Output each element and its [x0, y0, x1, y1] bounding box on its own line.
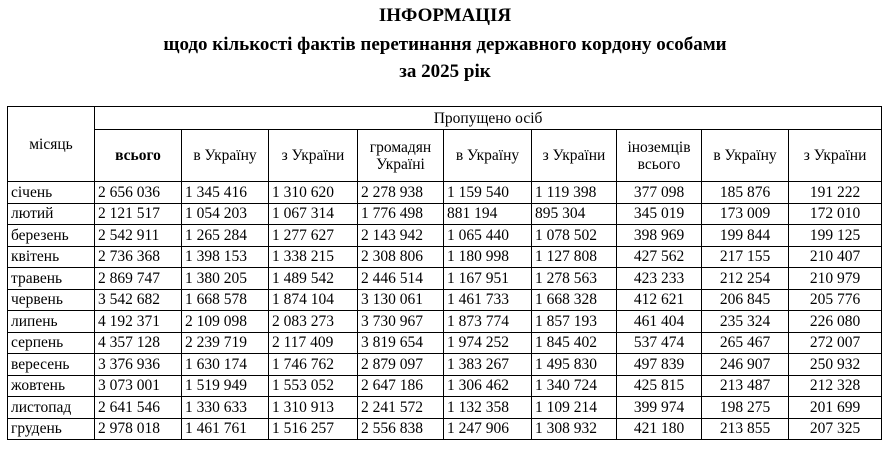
col-header-citizens-entry: в Україну: [444, 130, 532, 182]
citizens-cell: 2 556 838: [358, 418, 444, 440]
total-exit-cell: 1 310 620: [269, 182, 358, 204]
citizens-entry-cell: 1 180 998: [444, 246, 532, 268]
total-entry-cell: 1 265 284: [182, 225, 269, 247]
total-entry-cell: 1 461 761: [182, 418, 269, 440]
document-period: за 2025 рік: [399, 61, 491, 82]
table-row: [8, 182, 882, 204]
foreigners-entry-cell: 265 467: [702, 332, 789, 354]
foreigners-exit-cell: 172 010: [789, 203, 882, 225]
foreigners-entry-cell: 217 155: [702, 246, 789, 268]
total-cell: 2 978 018: [95, 418, 182, 440]
passed-persons-header: Пропущено осіб: [95, 107, 882, 130]
table-row: [8, 246, 882, 268]
citizens-cell: 3 730 967: [358, 311, 444, 333]
col-header-total: всього: [95, 130, 182, 182]
foreigners-exit-cell: 210 979: [789, 268, 882, 290]
total-entry-cell: 1 668 578: [182, 289, 269, 311]
document-title: ІНФОРМАЦІЯ: [378, 5, 512, 26]
citizens-exit-cell: 1 308 932: [532, 418, 617, 440]
table-row: [8, 268, 882, 290]
foreigners-exit-cell: 201 699: [789, 397, 882, 419]
citizens-entry-cell: 1 306 462: [444, 375, 532, 397]
total-entry-cell: 2 239 719: [182, 332, 269, 354]
citizens-entry-cell: 1 065 440: [444, 225, 532, 247]
month-cell: червень: [8, 289, 95, 311]
foreigners-exit-cell: 210 407: [789, 246, 882, 268]
total-exit-cell: 2 083 273: [269, 311, 358, 333]
month-cell: квітень: [8, 246, 95, 268]
citizens-cell: 2 143 942: [358, 225, 444, 247]
total-cell: 3 073 001: [95, 375, 182, 397]
border-crossings-table: [7, 106, 882, 440]
citizens-entry-cell: 1 159 540: [444, 182, 532, 204]
citizens-exit-cell: 1 668 328: [532, 289, 617, 311]
foreigners-cell: 398 969: [617, 225, 702, 247]
total-cell: 2 656 036: [95, 182, 182, 204]
month-cell: січень: [8, 182, 95, 204]
foreigners-cell: 423 233: [617, 268, 702, 290]
table-row: [8, 418, 882, 440]
total-cell: 2 869 747: [95, 268, 182, 290]
citizens-exit-cell: 1 857 193: [532, 311, 617, 333]
table-row: [8, 354, 882, 376]
total-exit-cell: 1 277 627: [269, 225, 358, 247]
citizens-cell: 2 446 514: [358, 268, 444, 290]
col-header-foreigners-entry: в Україну: [702, 130, 789, 182]
citizens-entry-cell: 1 383 267: [444, 354, 532, 376]
table-row: [8, 332, 882, 354]
foreigners-cell: 412 621: [617, 289, 702, 311]
total-cell: 2 121 517: [95, 203, 182, 225]
citizens-exit-cell: 1 119 398: [532, 182, 617, 204]
total-entry-cell: 2 109 098: [182, 311, 269, 333]
citizens-entry-cell: 1 873 774: [444, 311, 532, 333]
foreigners-cell: 399 974: [617, 397, 702, 419]
total-entry-cell: 1 519 949: [182, 375, 269, 397]
total-exit-cell: 1 516 257: [269, 418, 358, 440]
table-row: [8, 397, 882, 419]
total-exit-cell: 1 553 052: [269, 375, 358, 397]
total-exit-cell: 1 310 913: [269, 397, 358, 419]
total-entry-cell: 1 345 416: [182, 182, 269, 204]
month-cell: травень: [8, 268, 95, 290]
foreigners-cell: 427 562: [617, 246, 702, 268]
citizens-cell: 3 130 061: [358, 289, 444, 311]
month-cell: серпень: [8, 332, 95, 354]
total-exit-cell: 1 067 314: [269, 203, 358, 225]
citizens-entry-cell: 1 167 951: [444, 268, 532, 290]
citizens-exit-cell: 1 845 402: [532, 332, 617, 354]
foreigners-entry-cell: 213 487: [702, 375, 789, 397]
col-header-total-exit: з України: [269, 130, 358, 182]
total-exit-cell: 1 489 542: [269, 268, 358, 290]
citizens-exit-cell: 895 304: [532, 203, 617, 225]
total-entry-cell: 1 398 153: [182, 246, 269, 268]
foreigners-entry-cell: 199 844: [702, 225, 789, 247]
table-row: [8, 289, 882, 311]
foreigners-entry-cell: 206 845: [702, 289, 789, 311]
foreigners-exit-cell: 207 325: [789, 418, 882, 440]
citizens-exit-cell: 1 127 808: [532, 246, 617, 268]
month-column-header: місяць: [8, 107, 95, 182]
total-cell: 3 542 682: [95, 289, 182, 311]
citizens-cell: 2 278 938: [358, 182, 444, 204]
foreigners-exit-cell: 250 932: [789, 354, 882, 376]
foreigners-exit-cell: 272 007: [789, 332, 882, 354]
total-exit-cell: 1 338 215: [269, 246, 358, 268]
foreigners-cell: 377 098: [617, 182, 702, 204]
total-entry-cell: 1 330 633: [182, 397, 269, 419]
table-row: [8, 311, 882, 333]
citizens-entry-cell: 1 461 733: [444, 289, 532, 311]
citizens-cell: 3 819 654: [358, 332, 444, 354]
foreigners-entry-cell: 212 254: [702, 268, 789, 290]
citizens-exit-cell: 1 078 502: [532, 225, 617, 247]
month-cell: березень: [8, 225, 95, 247]
citizens-entry-cell: 1 132 358: [444, 397, 532, 419]
foreigners-cell: 537 474: [617, 332, 702, 354]
month-cell: лютий: [8, 203, 95, 225]
month-cell: грудень: [8, 418, 95, 440]
total-cell: 4 357 128: [95, 332, 182, 354]
total-cell: 2 736 368: [95, 246, 182, 268]
foreigners-cell: 461 404: [617, 311, 702, 333]
foreigners-cell: 345 019: [617, 203, 702, 225]
total-cell: 4 192 371: [95, 311, 182, 333]
total-cell: 2 641 546: [95, 397, 182, 419]
month-cell: листопад: [8, 397, 95, 419]
total-exit-cell: 2 117 409: [269, 332, 358, 354]
total-entry-cell: 1 630 174: [182, 354, 269, 376]
foreigners-exit-cell: 212 328: [789, 375, 882, 397]
total-cell: 3 376 936: [95, 354, 182, 376]
total-entry-cell: 1 380 205: [182, 268, 269, 290]
month-cell: жовтень: [8, 375, 95, 397]
month-cell: липень: [8, 311, 95, 333]
foreigners-entry-cell: 198 275: [702, 397, 789, 419]
foreigners-exit-cell: 205 776: [789, 289, 882, 311]
citizens-cell: 2 308 806: [358, 246, 444, 268]
citizens-entry-cell: 1 247 906: [444, 418, 532, 440]
citizens-exit-cell: 1 278 563: [532, 268, 617, 290]
table-row: [8, 375, 882, 397]
foreigners-entry-cell: 235 324: [702, 311, 789, 333]
foreigners-entry-cell: 185 876: [702, 182, 789, 204]
foreigners-entry-cell: 173 009: [702, 203, 789, 225]
foreigners-exit-cell: 226 080: [789, 311, 882, 333]
table-row: [8, 225, 882, 247]
foreigners-entry-cell: 246 907: [702, 354, 789, 376]
col-header-citizens-exit: з України: [532, 130, 617, 182]
total-exit-cell: 1 746 762: [269, 354, 358, 376]
citizens-cell: 2 241 572: [358, 397, 444, 419]
foreigners-cell: 497 839: [617, 354, 702, 376]
citizens-entry-cell: 881 194: [444, 203, 532, 225]
citizens-cell: 2 647 186: [358, 375, 444, 397]
col-header-foreigners-exit: з України: [789, 130, 882, 182]
col-header-total-entry: в Україну: [182, 130, 269, 182]
foreigners-entry-cell: 213 855: [702, 418, 789, 440]
foreigners-exit-cell: 199 125: [789, 225, 882, 247]
citizens-entry-cell: 1 974 252: [444, 332, 532, 354]
foreigners-exit-cell: 191 222: [789, 182, 882, 204]
foreigners-cell: 425 815: [617, 375, 702, 397]
citizens-exit-cell: 1 109 214: [532, 397, 617, 419]
total-entry-cell: 1 054 203: [182, 203, 269, 225]
total-exit-cell: 1 874 104: [269, 289, 358, 311]
citizens-cell: 1 776 498: [358, 203, 444, 225]
col-header-citizens: громадян Україні: [358, 130, 444, 182]
table-row: [8, 203, 882, 225]
col-header-foreigners: іноземців всього: [617, 130, 702, 182]
foreigners-cell: 421 180: [617, 418, 702, 440]
citizens-exit-cell: 1 340 724: [532, 375, 617, 397]
month-cell: вересень: [8, 354, 95, 376]
citizens-exit-cell: 1 495 830: [532, 354, 617, 376]
citizens-cell: 2 879 097: [358, 354, 444, 376]
document-subtitle: щодо кількості фактів перетинання державного кордону особами: [163, 34, 727, 55]
total-cell: 2 542 911: [95, 225, 182, 247]
